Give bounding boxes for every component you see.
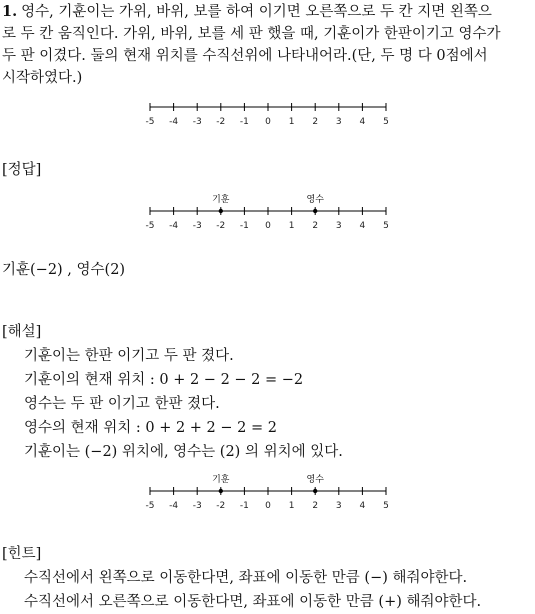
number-line-tick-label: 4 xyxy=(359,117,366,127)
number-line-tick-label: -1 xyxy=(239,117,249,127)
number-line-tick-label: -2 xyxy=(216,117,226,127)
number-line-tick-label: 3 xyxy=(335,501,342,511)
problem-line-2: 로 두 칸 움직인다. 가위, 바위, 보를 세 판 했을 때, 기훈이가 한판이기고 영수가 xyxy=(2,26,501,42)
hint-line: 수직선에서 왼쪽으로 이동한다면, 좌표에 이동한 만큼 (−) 해줘야한다. xyxy=(24,570,468,586)
number-line-tick-label: -3 xyxy=(192,501,202,511)
number-line-tick-label: 3 xyxy=(335,221,342,231)
number-line-tick-label: -3 xyxy=(192,117,202,127)
number-line-tick-label: -4 xyxy=(169,501,179,511)
number-line-tick-label: -3 xyxy=(192,221,202,231)
number-line-tick-label: -5 xyxy=(145,117,155,127)
number-line-tick-label: -2 xyxy=(216,221,226,231)
explanation-line: 영수는 두 판 이기고 한판 졌다. xyxy=(24,396,220,412)
problem-line-1: 1. 영수, 기훈이는 가위, 바위, 보를 하여 이기면 오른쪽으로 두 칸 지면 왼쪽으 xyxy=(2,3,492,20)
number-line-tick-label: -5 xyxy=(145,501,155,511)
number-line-tick-label: 5 xyxy=(383,117,389,127)
number-line-tick-label: 2 xyxy=(312,117,319,127)
number-line-tick-label: 1 xyxy=(288,221,295,231)
number-line-marker-label: 기훈 xyxy=(212,195,230,205)
number-line-tick-label: 4 xyxy=(359,221,366,231)
number-line-tick-label: 2 xyxy=(312,221,319,231)
number-line-tick-label: 2 xyxy=(312,501,319,511)
number-line-tick-label: -4 xyxy=(169,117,179,127)
hint-line: 수직선에서 오른쪽으로 이동한다면, 좌표에 이동한 만큼 (+) 해줘야한다. xyxy=(24,594,482,610)
number-line-marker-dot xyxy=(313,489,317,493)
number-line-marker-label: 기훈 xyxy=(212,475,230,485)
number-line-tick-label: 4 xyxy=(359,501,366,511)
explanation-line: 기훈이의 현재 위치 : 0 + 2 − 2 − 2 = −2 xyxy=(24,372,304,388)
explanation-line: 영수의 현재 위치 : 0 + 2 + 2 − 2 = 2 xyxy=(24,420,277,436)
answer-header: [정답] xyxy=(2,162,42,178)
number-line-tick-label: -2 xyxy=(216,501,226,511)
explanation-line: 기훈이는 (−2) 위치에, 영수는 (2) 의 위치에 있다. xyxy=(24,444,343,460)
problem-line-3: 두 판 이겼다. 둘의 현재 위치를 수직선위에 나타내어라.(단, 두 명 다 0점에서 xyxy=(2,48,488,64)
problem-line-4: 시작하였다.) xyxy=(2,70,83,86)
number-line-tick-label: 1 xyxy=(288,501,295,511)
number-line-marker-label: 영수 xyxy=(306,475,324,485)
number-line-answer xyxy=(140,188,400,234)
number-line-marker-label: 영수 xyxy=(306,195,324,205)
number-line-tick-label: 5 xyxy=(383,501,389,511)
explanation-header: [해설] xyxy=(2,324,42,340)
number-line-tick-label: -4 xyxy=(169,221,179,231)
number-line-marker-dot xyxy=(219,209,223,213)
number-line-tick-label: 0 xyxy=(265,501,271,511)
hint-header: [힌트] xyxy=(2,546,42,562)
number-line-tick-label: 5 xyxy=(383,221,389,231)
number-line-tick-label: 0 xyxy=(265,221,271,231)
number-line-marker-dot xyxy=(219,489,223,493)
number-line-marker-dot xyxy=(313,209,317,213)
number-line-tick-label: -1 xyxy=(239,501,249,511)
number-line-tick-label: 0 xyxy=(265,117,271,127)
number-line-blank xyxy=(140,98,400,132)
explanation-line: 기훈이는 한판 이기고 두 판 졌다. xyxy=(24,348,234,364)
number-line-tick-label: -5 xyxy=(145,221,155,231)
number-line-tick-label: -1 xyxy=(239,221,249,231)
number-line-explanation xyxy=(140,468,400,514)
explanation-body xyxy=(24,344,343,464)
number-line-tick-label: 3 xyxy=(335,117,342,127)
number-line-tick-label: 1 xyxy=(288,117,295,127)
problem-number: 1. xyxy=(2,3,18,20)
answer-text: 기훈(−2) , 영수(2) xyxy=(2,262,126,278)
hint-body xyxy=(24,566,481,614)
